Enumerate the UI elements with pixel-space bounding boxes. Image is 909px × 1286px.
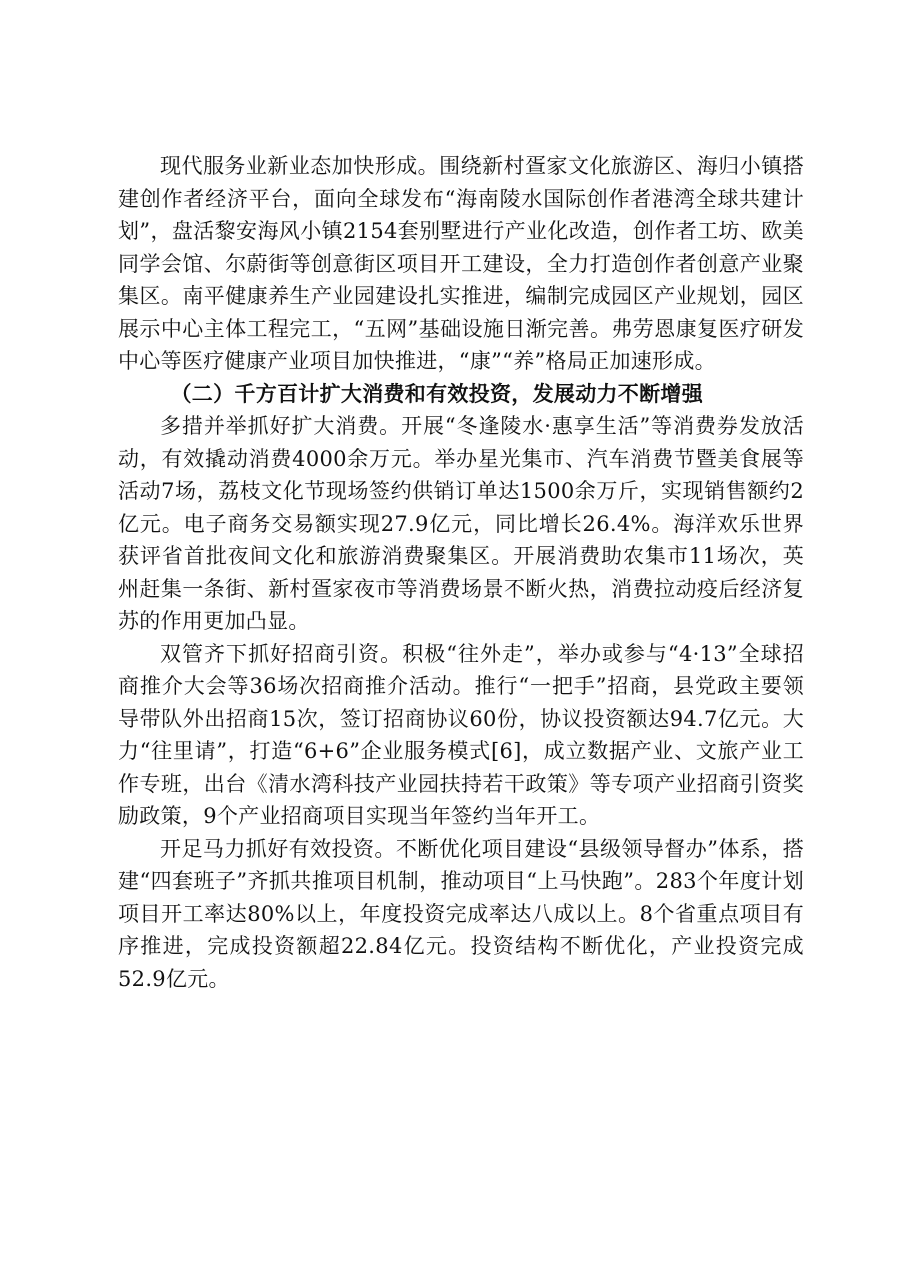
paragraph-investment-attraction: 双管齐下抓好招商引资。积极“往外走”，举办或参与“4·13”全球招商推介大会等36场次招商推介活动。推行“一把手”招商，县党政主要领导带队外出招商15次，签订招商协议60份，协议投资额达94.7亿元。大力“往里请”，打造“6+6”企业服务模式[6]，成立数据产业、文旅产业工作专班，出台《清水湾科技产业园扶持若干政策》等专项产业招商引资奖励政策，9个产业招商项目实现当年签约当年开工。: [118, 641, 804, 828]
document-body: [118, 150, 804, 995]
paragraph-effective-investment: 开足马力抓好有效投资。不断优化项目建设“县级领导督办”体系，搭建“四套班子”齐抓共推项目机制，推动项目“上马快跑”。283个年度计划项目开工率达80%以上，年度投资完成率达八成以上。8个省重点项目有序推进，完成投资额超22.84亿元。投资结构不断优化，产业投资完成52.9亿元。: [118, 836, 804, 991]
section-heading-2: （二）千方百计扩大消费和有效投资，发展动力不断增强: [170, 380, 703, 406]
paragraph-modern-services: 现代服务业新业态加快形成。围绕新村疍家文化旅游区、海归小镇搭建创作者经济平台，面向全球发布“海南陵水国际创作者港湾全球共建计划”，盘活黎安海风小镇2154套别墅进行产业化改造，创作者工坊、欧美同学会馆、尔蔚街等创意街区项目开工建设，全力打造创作者创意产业聚集区。南平健康养生产业园建设扎实推进，编制完成园区产业规划，园区展示中心主体工程完工，“五网”基础设施日渐完善。弗劳恩康复医疗研发中心等医疗健康产业项目加快推进，“康”“养”格局正加速形成。: [118, 154, 804, 373]
paragraph-consumption: 多措并举抓好扩大消费。开展“冬逢陵水·惠享生活”等消费券发放活动，有效撬动消费4000余万元。举办星光集市、汽车消费节暨美食展等活动7场，荔枝文化节现场签约供销订单达1500余万斤，实现销售额约2亿元。电子商务交易额实现27.9亿元，同比增长26.4%。海洋欢乐世界获评省首批夜间文化和旅游消费聚集区。开展消费助农集市11场次，英州赶集一条街、新村疍家夜市等消费场景不断火热，消费拉动疫后经济复苏的作用更加凸显。: [118, 414, 804, 633]
